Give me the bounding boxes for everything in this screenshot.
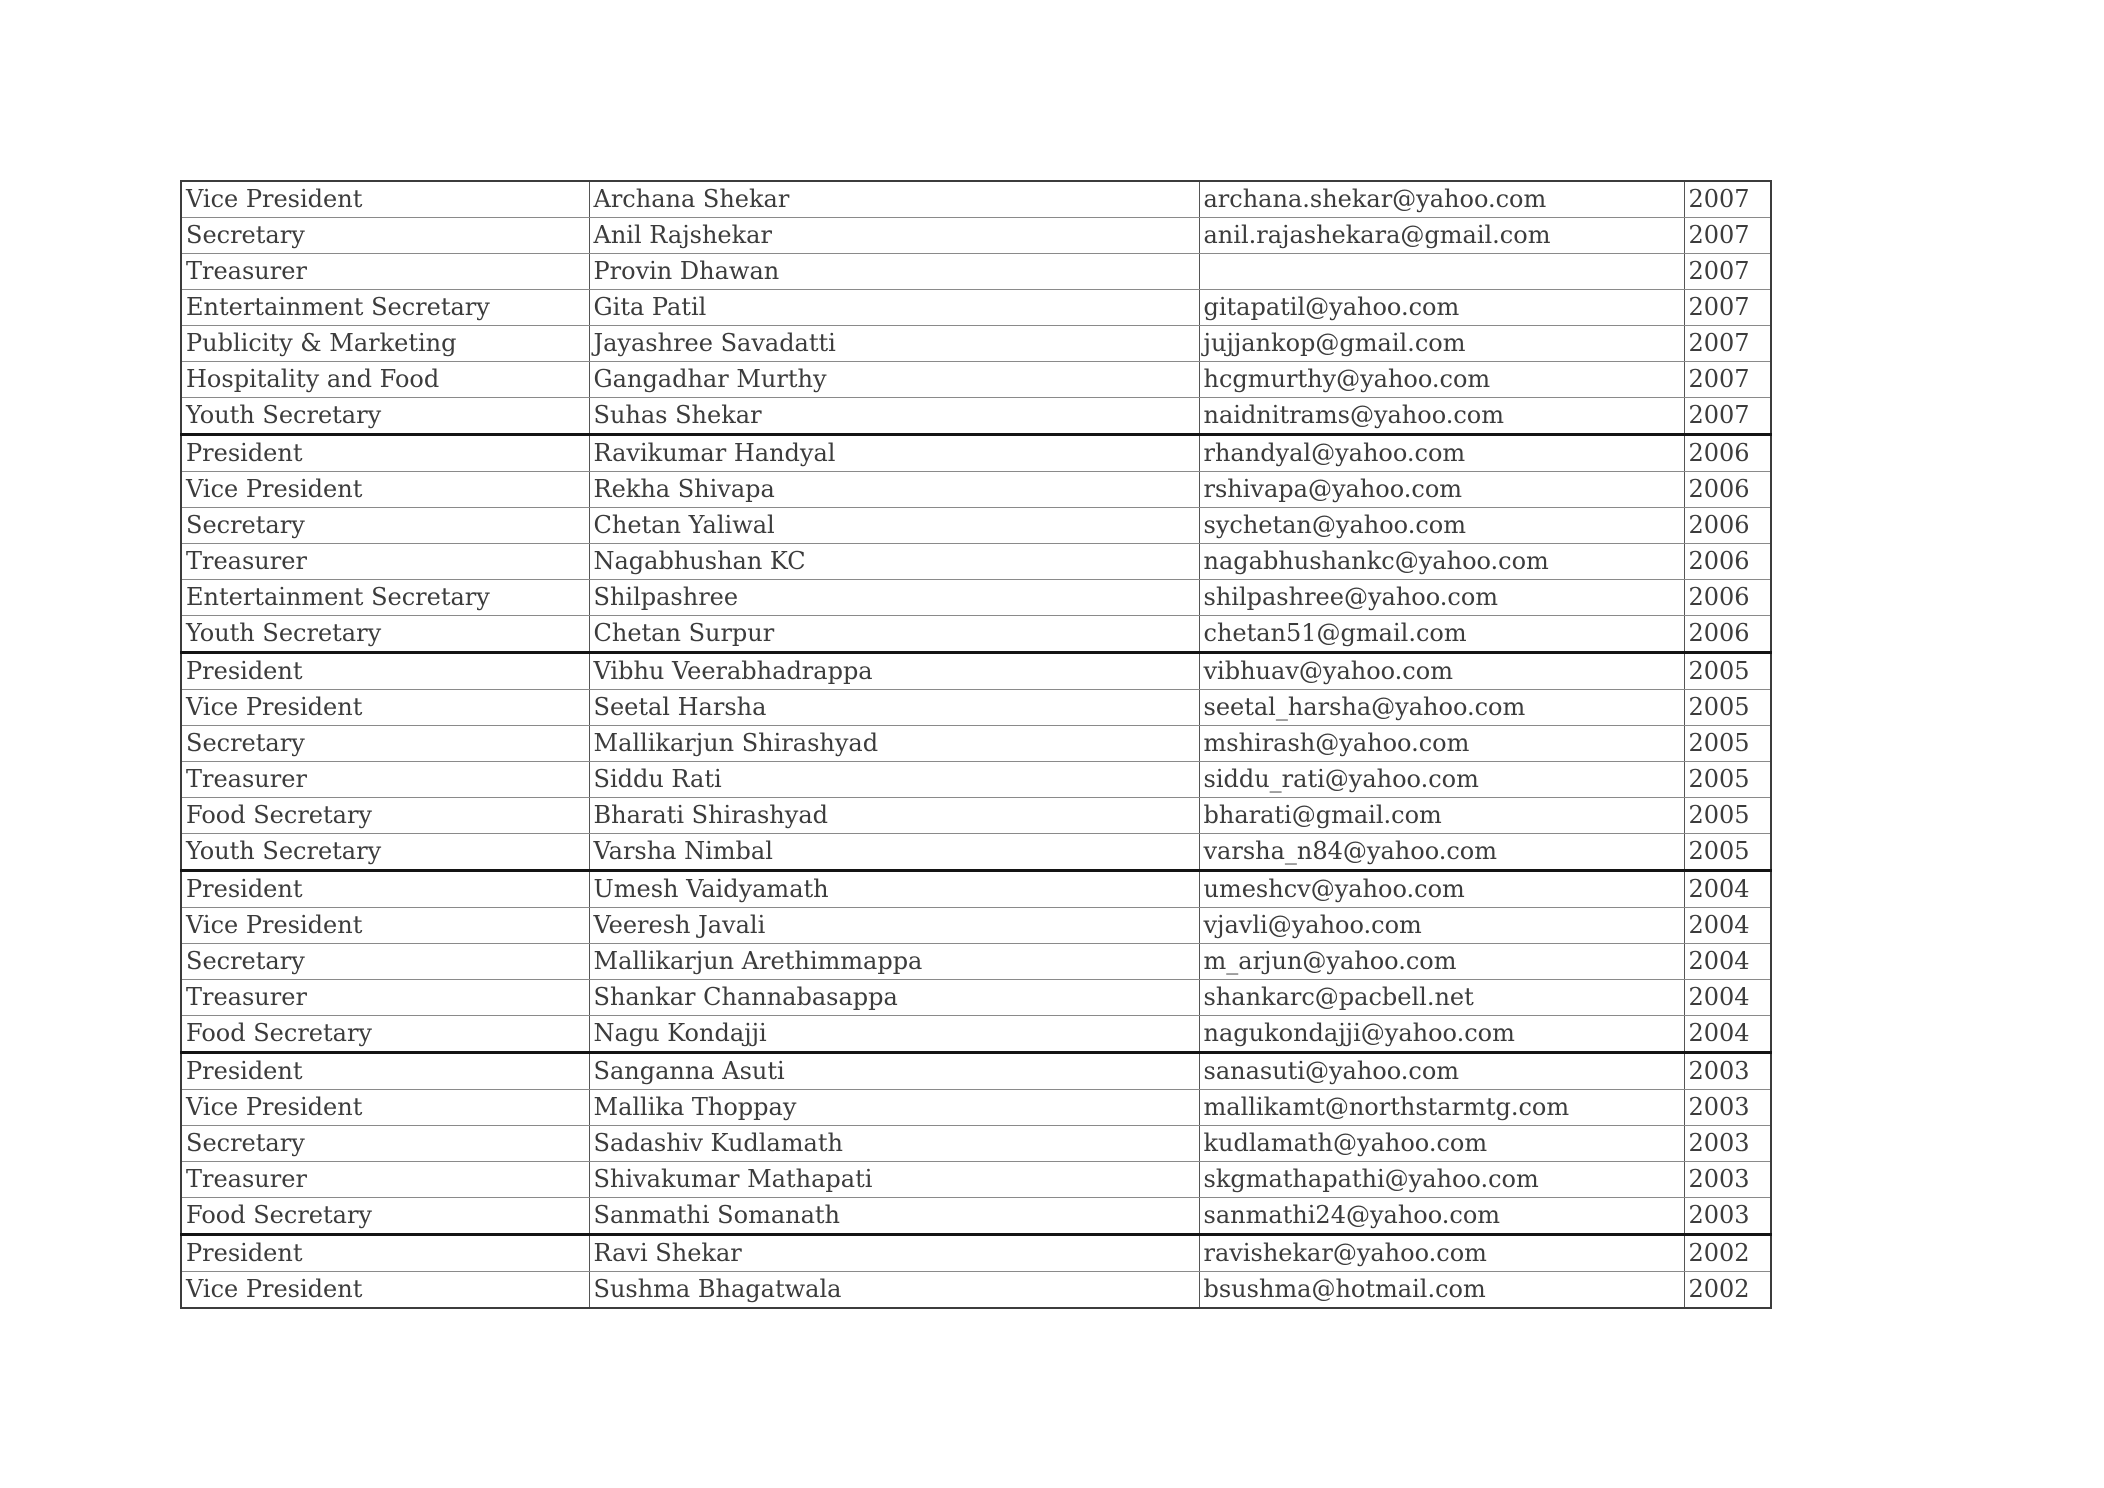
year-cell: 2004 <box>1684 871 1771 908</box>
position-cell: Treasurer <box>181 544 589 580</box>
name-cell: Umesh Vaidyamath <box>589 871 1199 908</box>
position-cell: Treasurer <box>181 1162 589 1198</box>
name-cell: Siddu Rati <box>589 762 1199 798</box>
name-cell: Bharati Shirashyad <box>589 798 1199 834</box>
name-cell: Suhas Shekar <box>589 398 1199 435</box>
year-cell: 2004 <box>1684 980 1771 1016</box>
table-row <box>181 616 1771 653</box>
position-cell: Publicity & Marketing <box>181 326 589 362</box>
table-row <box>181 1090 1771 1126</box>
name-cell: Ravi Shekar <box>589 1235 1199 1272</box>
email-cell: rhandyal@yahoo.com <box>1199 435 1684 472</box>
table-row <box>181 798 1771 834</box>
email-cell: seetal_harsha@yahoo.com <box>1199 690 1684 726</box>
year-cell: 2005 <box>1684 726 1771 762</box>
name-cell: Sanganna Asuti <box>589 1053 1199 1090</box>
email-cell: kudlamath@yahoo.com <box>1199 1126 1684 1162</box>
table-row <box>181 435 1771 472</box>
name-cell: Rekha Shivapa <box>589 472 1199 508</box>
year-cell: 2005 <box>1684 653 1771 690</box>
table-row <box>181 726 1771 762</box>
table-row <box>181 653 1771 690</box>
position-cell: Youth Secretary <box>181 398 589 435</box>
position-cell: Food Secretary <box>181 1198 589 1235</box>
email-cell <box>1199 254 1684 290</box>
email-cell: nagukondajji@yahoo.com <box>1199 1016 1684 1053</box>
position-cell: Treasurer <box>181 762 589 798</box>
year-cell: 2006 <box>1684 544 1771 580</box>
year-cell: 2004 <box>1684 908 1771 944</box>
year-cell: 2002 <box>1684 1235 1771 1272</box>
table-row <box>181 980 1771 1016</box>
year-cell: 2006 <box>1684 435 1771 472</box>
name-cell: Chetan Surpur <box>589 616 1199 653</box>
email-cell: chetan51@gmail.com <box>1199 616 1684 653</box>
position-cell: Secretary <box>181 1126 589 1162</box>
position-cell: Vice President <box>181 690 589 726</box>
email-cell: sanasuti@yahoo.com <box>1199 1053 1684 1090</box>
name-cell: Nagu Kondajji <box>589 1016 1199 1053</box>
email-cell: gitapatil@yahoo.com <box>1199 290 1684 326</box>
year-cell: 2005 <box>1684 834 1771 871</box>
table-row <box>181 290 1771 326</box>
position-cell: Vice President <box>181 472 589 508</box>
name-cell: Varsha Nimbal <box>589 834 1199 871</box>
name-cell: Mallikarjun Arethimmappa <box>589 944 1199 980</box>
position-cell: Food Secretary <box>181 1016 589 1053</box>
table-row <box>181 944 1771 980</box>
name-cell: Mallikarjun Shirashyad <box>589 726 1199 762</box>
table-row <box>181 1053 1771 1090</box>
name-cell: Gita Patil <box>589 290 1199 326</box>
table-row <box>181 1198 1771 1235</box>
email-cell: vjavli@yahoo.com <box>1199 908 1684 944</box>
name-cell: Chetan Yaliwal <box>589 508 1199 544</box>
position-cell: President <box>181 653 589 690</box>
email-cell: nagabhushankc@yahoo.com <box>1199 544 1684 580</box>
name-cell: Sushma Bhagatwala <box>589 1272 1199 1309</box>
email-cell: ravishekar@yahoo.com <box>1199 1235 1684 1272</box>
table-row <box>181 908 1771 944</box>
table-row <box>181 362 1771 398</box>
position-cell: Youth Secretary <box>181 834 589 871</box>
year-cell: 2005 <box>1684 798 1771 834</box>
email-cell: vibhuav@yahoo.com <box>1199 653 1684 690</box>
year-cell: 2006 <box>1684 616 1771 653</box>
year-cell: 2003 <box>1684 1198 1771 1235</box>
position-cell: Treasurer <box>181 254 589 290</box>
table-row <box>181 1272 1771 1309</box>
position-cell: President <box>181 1235 589 1272</box>
position-cell: Entertainment Secretary <box>181 580 589 616</box>
year-cell: 2004 <box>1684 1016 1771 1053</box>
year-cell: 2003 <box>1684 1162 1771 1198</box>
position-cell: Secretary <box>181 508 589 544</box>
year-cell: 2002 <box>1688 1275 1750 1303</box>
name-cell: Seetal Harsha <box>589 690 1199 726</box>
name-cell: Veeresh Javali <box>589 908 1199 944</box>
name-cell: Shivakumar Mathapati <box>589 1162 1199 1198</box>
year-cell: 2007 <box>1684 326 1771 362</box>
email-cell: bsushma@hotmail.com <box>1199 1272 1684 1309</box>
year-cell: 2007 <box>1684 398 1771 435</box>
position-cell: Treasurer <box>181 980 589 1016</box>
email-cell: sychetan@yahoo.com <box>1199 508 1684 544</box>
year-cell: 2006 <box>1684 508 1771 544</box>
year-cell: 2005 <box>1684 762 1771 798</box>
table-row <box>181 508 1771 544</box>
email-cell: mallikamt@northstarmtg.com <box>1199 1090 1684 1126</box>
year-cell: 2007 <box>1684 254 1771 290</box>
email-cell: bharati@gmail.com <box>1199 798 1684 834</box>
email-cell: archana.shekar@yahoo.com <box>1199 181 1684 218</box>
email-cell: m_arjun@yahoo.com <box>1199 944 1684 980</box>
table-row <box>181 580 1771 616</box>
table-row <box>181 762 1771 798</box>
table-row <box>181 181 1771 218</box>
position-cell: Vice President <box>181 1090 589 1126</box>
position-cell: President <box>181 871 589 908</box>
name-cell: Shilpashree <box>589 580 1199 616</box>
year-cell: 2007 <box>1684 290 1771 326</box>
year-cell: 2003 <box>1684 1053 1771 1090</box>
table-row <box>181 398 1771 435</box>
email-cell: naidnitrams@yahoo.com <box>1199 398 1684 435</box>
name-cell: Vibhu Veerabhadrappa <box>589 653 1199 690</box>
name-cell: Mallika Thoppay <box>589 1090 1199 1126</box>
name-cell: Anil Rajshekar <box>589 218 1199 254</box>
table-row <box>181 544 1771 580</box>
position-cell: Secretary <box>181 726 589 762</box>
email-cell: umeshcv@yahoo.com <box>1199 871 1684 908</box>
position-cell: Food Secretary <box>181 798 589 834</box>
year-cell: 2007 <box>1684 362 1771 398</box>
position-cell: Secretary <box>181 218 589 254</box>
year-cell: 2003 <box>1684 1090 1771 1126</box>
email-cell: sanmathi24@yahoo.com <box>1199 1198 1684 1235</box>
table-row <box>181 218 1771 254</box>
year-cell: 2007 <box>1684 218 1771 254</box>
table-row <box>181 1016 1771 1053</box>
year-cell: 2003 <box>1684 1126 1771 1162</box>
year-cell: 2004 <box>1684 944 1771 980</box>
table-row <box>181 690 1771 726</box>
table-row <box>181 1162 1771 1198</box>
table-row <box>181 472 1771 508</box>
position-cell: President <box>181 435 589 472</box>
email-cell: varsha_n84@yahoo.com <box>1199 834 1684 871</box>
name-cell: Ravikumar Handyal <box>589 435 1199 472</box>
name-cell: Gangadhar Murthy <box>589 362 1199 398</box>
officers-table <box>180 180 1772 1309</box>
email-cell: rshivapa@yahoo.com <box>1199 472 1684 508</box>
email-cell: hcgmurthy@yahoo.com <box>1199 362 1684 398</box>
table-row <box>181 326 1771 362</box>
name-cell: Shankar Channabasappa <box>589 980 1199 1016</box>
year-cell: 2006 <box>1684 472 1771 508</box>
name-cell: Provin Dhawan <box>589 254 1199 290</box>
year-cell: 2006 <box>1684 580 1771 616</box>
name-cell: Sanmathi Somanath <box>589 1198 1199 1235</box>
position-cell: Hospitality and Food <box>181 362 589 398</box>
position-cell: Entertainment Secretary <box>181 290 589 326</box>
table-row <box>181 1126 1771 1162</box>
position-cell: Secretary <box>181 944 589 980</box>
year-cell: 2005 <box>1684 690 1771 726</box>
name-cell: Archana Shekar <box>589 181 1199 218</box>
email-cell: skgmathapathi@yahoo.com <box>1199 1162 1684 1198</box>
position-cell: Youth Secretary <box>181 616 589 653</box>
table-row <box>181 871 1771 908</box>
position-cell: Vice President <box>181 1272 589 1309</box>
name-cell: Nagabhushan KC <box>589 544 1199 580</box>
year-cell: 2007 <box>1684 181 1771 218</box>
email-cell: shilpashree@yahoo.com <box>1199 580 1684 616</box>
officers-table-body <box>181 181 1771 1308</box>
name-cell: Sadashiv Kudlamath <box>589 1126 1199 1162</box>
email-cell: shankarc@pacbell.net <box>1199 980 1684 1016</box>
email-cell: anil.rajashekara@gmail.com <box>1199 218 1684 254</box>
position-cell: Vice President <box>181 181 589 218</box>
position-cell: President <box>181 1053 589 1090</box>
position-cell: Vice President <box>181 908 589 944</box>
name-cell: Jayashree Savadatti <box>589 326 1199 362</box>
table-row <box>181 254 1771 290</box>
email-cell: jujjankop@gmail.com <box>1199 326 1684 362</box>
table-row <box>181 834 1771 871</box>
email-cell: siddu_rati@yahoo.com <box>1199 762 1684 798</box>
email-cell: mshirash@yahoo.com <box>1199 726 1684 762</box>
table-row <box>181 1235 1771 1272</box>
